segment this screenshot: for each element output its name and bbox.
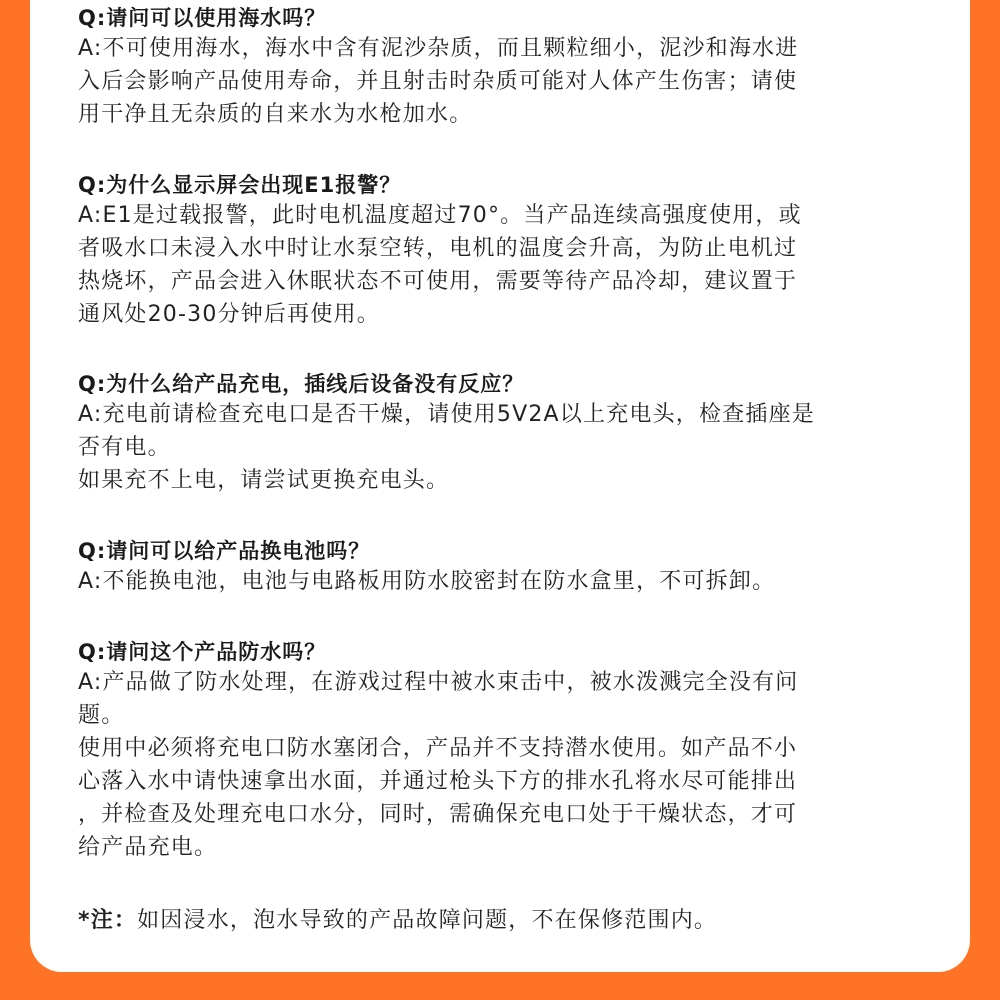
- faq-item-battery: [78, 537, 938, 598]
- question: Q:请问可以使用海水吗？: [78, 6, 327, 30]
- faq-item-waterproof: [78, 638, 938, 864]
- answer-line: A:充电前请检查充电口是否干燥，请使用5V2A以上充电头，检查插座是: [78, 402, 815, 427]
- answer-line: A:E1是过载报警，此时电机温度超过70°。当产品连续高强度使用，或: [78, 203, 802, 228]
- answer-line: 如果充不上电，请尝试更换充电头。: [78, 468, 450, 493]
- question: Q:请问可以给产品换电池吗？: [78, 539, 371, 563]
- answer-line: 否有电。: [78, 435, 171, 460]
- faq-item-e1-alarm: [78, 171, 938, 331]
- faq-item-seawater: [78, 4, 938, 131]
- question: Q:为什么显示屏会出现E1报警？: [78, 173, 402, 197]
- faq-item-charging: [78, 370, 938, 497]
- answer-line: A:不能换电池，电池与电路板用防水胶密封在防水盒里，不可拆卸。: [78, 569, 776, 594]
- answer-line: 用干净且无杂质的自来水为水枪加水。: [78, 102, 473, 127]
- answer-line: 者吸水口未浸入水中时让水泵空转，电机的温度会升高，为防止电机过: [78, 236, 798, 261]
- answer-line: ，并检查及处理充电口水分，同时，需确保充电口处于干燥状态，才可: [78, 802, 798, 827]
- answer-line: A:不可使用海水，海水中含有泥沙杂质，而且颗粒细小，泥沙和海水进: [78, 36, 799, 61]
- answer-line: 使用中必须将充电口防水塞闭合，产品并不支持潜水使用。如产品不小: [78, 736, 798, 761]
- note-label: *注：: [78, 908, 138, 933]
- answer-line: 给产品充电。: [78, 835, 218, 860]
- answer-line: 热烧坏，产品会进入休眠状态不可使用，需要等待产品冷却，建议置于: [78, 269, 798, 294]
- answer-line: 心落入水中请快速拿出水面，并通过枪头下方的排水孔将水尽可能排出: [78, 769, 798, 794]
- question: Q:请问这个产品防水吗？: [78, 640, 327, 664]
- answer-line: 题。: [78, 703, 125, 728]
- answer-line: 通风处20-30分钟后再使用。: [78, 302, 380, 327]
- question: Q:为什么给产品充电，插线后设备没有反应？: [78, 372, 525, 396]
- answer-line: A:产品做了防水处理，在游戏过程中被水束击中，被水泼溅完全没有问: [78, 670, 799, 695]
- note-text: 如因浸水，泡水导致的产品故障问题，不在保修范围内。: [137, 908, 718, 933]
- answer-line: 入后会影响产品使用寿命，并且射击时杂质可能对人体产生伤害；请使: [78, 69, 798, 94]
- warranty-note: [78, 904, 717, 937]
